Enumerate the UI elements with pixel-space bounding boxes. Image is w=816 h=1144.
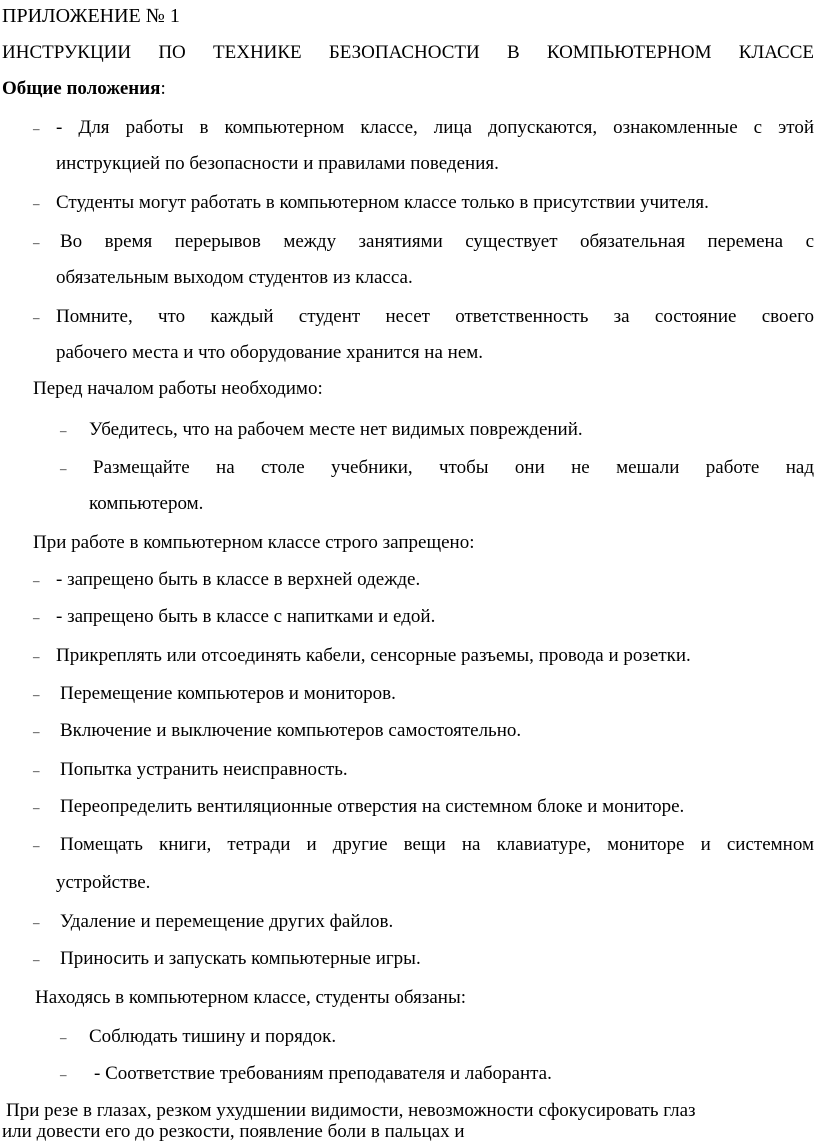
bullet-dash-icon: –: [33, 763, 40, 778]
before-work-item-1: Убедитесь, что на рабочем месте нет видимых повреждений.: [89, 419, 583, 440]
bullet-dash-icon: –: [33, 310, 40, 325]
general-item-1-line-2: инструкцией по безопасности и правилами поведения.: [56, 153, 499, 174]
obliged-item-1: Соблюдать тишину и порядок.: [89, 1026, 337, 1047]
appendix-label: ПРИЛОЖЕНИЕ № 1: [2, 5, 180, 27]
bullet-dash-icon: –: [33, 649, 40, 664]
before-work-item-2-line-1: Размещайте на столе учебники, чтобы они не мешали работе над: [93, 457, 814, 478]
bullet-dash-icon: –: [60, 423, 67, 438]
prohibited-item-1: - запрещено быть в классе в верхней одежде.: [56, 569, 421, 590]
bullet-dash-icon: –: [33, 800, 40, 815]
general-item-3-line-2: обязательным выходом студентов из класса.: [56, 267, 413, 288]
prohibited-item-8-line-1: Помещать книги, тетради и другие вещи на клавиатуре, мониторе и системном: [60, 834, 814, 855]
before-work-heading: Перед началом работы необходимо:: [33, 378, 323, 399]
prohibited-item-7: Переопределить вентиляционные отверстия на системном блоке и мониторе.: [60, 796, 685, 817]
prohibited-item-4: Перемещение компьютеров и мониторов.: [60, 683, 396, 704]
bullet-dash-icon: –: [33, 687, 40, 702]
prohibited-item-6: Попытка устранить неисправность.: [60, 759, 348, 780]
prohibited-item-3: Прикреплять или отсоединять кабели, сенсорные разъемы, провода и розетки.: [56, 645, 691, 666]
bullet-dash-icon: –: [33, 573, 40, 588]
bullet-dash-icon: –: [33, 196, 40, 211]
prohibited-heading: При работе в компьютерном классе строго запрещено:: [33, 532, 475, 553]
final-paragraph-line-2: или довести его до резкости, появление боли в пальцах и: [2, 1121, 465, 1142]
bullet-dash-icon: –: [60, 1030, 67, 1045]
bullet-dash-icon: –: [33, 121, 40, 136]
bullet-dash-icon: –: [33, 724, 40, 739]
bullet-dash-icon: –: [33, 915, 40, 930]
document-title: ИНСТРУКЦИИ ПО ТЕХНИКЕ БЕЗОПАСНОСТИ В КОМПЬЮТЕРНОМ КЛАССЕ: [2, 42, 814, 63]
bullet-dash-icon: –: [33, 838, 40, 853]
bullet-dash-icon: –: [60, 461, 67, 476]
bullet-dash-icon: –: [33, 952, 40, 967]
general-heading-colon: :: [160, 78, 166, 99]
general-item-4-line-2: рабочего места и что оборудование хранится на нем.: [56, 342, 484, 363]
bullet-dash-icon: –: [33, 610, 40, 625]
general-heading: Общие положения: [2, 78, 161, 99]
bullet-dash-icon: –: [33, 235, 40, 250]
prohibited-item-9: Удаление и перемещение других файлов.: [60, 911, 394, 932]
general-item-1-line-1: - Для работы в компьютерном классе, лица допускаются, ознакомленные с этой: [56, 117, 814, 138]
final-paragraph-line-1: При резе в глазах, резком ухудшении видимости, невозможности сфокусировать глаз: [6, 1100, 696, 1121]
general-item-3-line-1: Во время перерывов между занятиями существует обязательная перемена с: [60, 231, 814, 252]
prohibited-item-10: Приносить и запускать компьютерные игры.: [60, 948, 421, 969]
before-work-item-2-line-2: компьютером.: [89, 493, 204, 514]
obliged-heading: Находясь в компьютерном классе, студенты обязаны:: [35, 987, 467, 1008]
prohibited-item-2: - запрещено быть в классе с напитками и едой.: [56, 606, 436, 627]
prohibited-item-8-line-2: устройстве.: [56, 872, 151, 893]
general-item-2-line-1: Студенты могут работать в компьютерном классе только в присутствии учителя.: [56, 192, 709, 213]
general-item-4-line-1: Помните, что каждый студент несет ответственность за состояние своего: [56, 306, 814, 327]
prohibited-item-5: Включение и выключение компьютеров самостоятельно.: [60, 720, 522, 741]
general-heading-line: [2, 78, 166, 100]
bullet-dash-icon: –: [60, 1067, 67, 1082]
obliged-item-2: - Соответствие требованиям преподавателя и лаборанта.: [94, 1063, 552, 1084]
